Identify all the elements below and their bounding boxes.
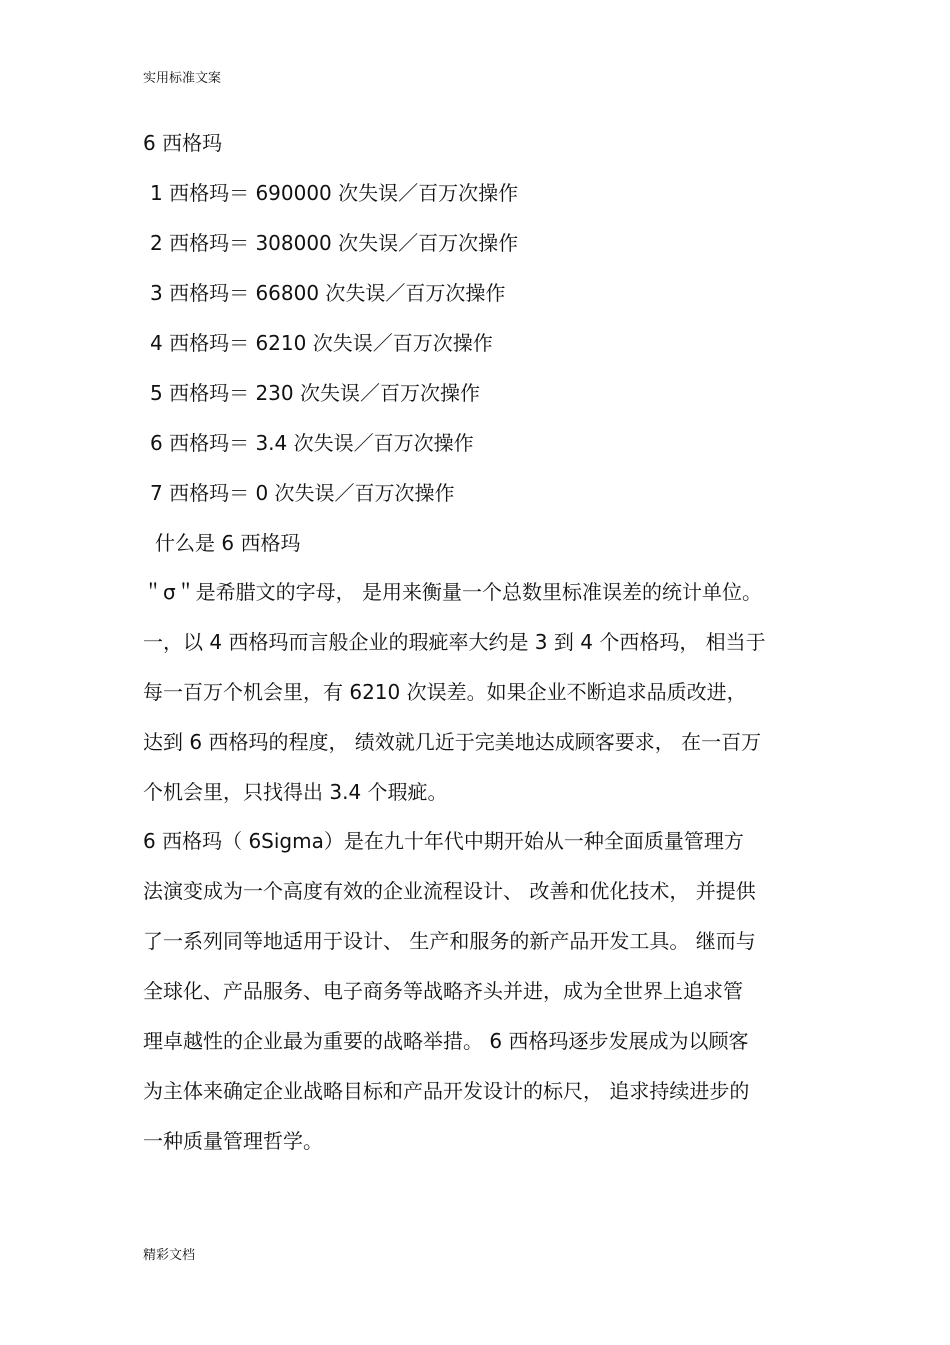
definition-paragraph xyxy=(143,579,808,829)
page-header: 实用标准文案 xyxy=(143,71,222,86)
history-paragraph xyxy=(143,828,808,1178)
section-title: 6 西格玛 xyxy=(143,131,223,155)
paragraph-line: 6 西格玛（ 6Sigma）是在九十年代中期开始从一种全面质量管理方 xyxy=(143,829,744,853)
sigma-level-item: 4 西格玛＝ 6210 次失误／百万次操作 xyxy=(150,331,493,355)
paragraph-line: ＂σ＂是希腊文的字母， 是用来衡量一个总数里标准误差的统计单位。 xyxy=(143,580,763,604)
sigma-level-item: 3 西格玛＝ 66800 次失误／百万次操作 xyxy=(150,281,506,305)
paragraph-line: 法演变成为一个高度有效的企业流程设计、 改善和优化技术， 并提供 xyxy=(143,879,756,903)
paragraph-line: 了一系列同等地适用于设计、 生产和服务的新产品开发工具。 继而与 xyxy=(143,929,756,953)
sigma-level-item: 5 西格玛＝ 230 次失误／百万次操作 xyxy=(150,381,480,405)
paragraph-line: 个机会里，只找得出 3.4 个瑕疵。 xyxy=(143,780,448,804)
sigma-level-item: 6 西格玛＝ 3.4 次失误／百万次操作 xyxy=(150,431,474,455)
paragraph-line: 为主体来确定企业战略目标和产品开发设计的标尺， 追求持续进步的 xyxy=(143,1079,750,1103)
question-heading: 什么是 6 西格玛 xyxy=(155,531,301,555)
sigma-level-list xyxy=(150,180,518,530)
paragraph-line: 理卓越性的企业最为重要的战略举措。 6 西格玛逐步发展成为以顾客 xyxy=(143,1029,749,1053)
page-footer: 精彩文档 xyxy=(143,1248,196,1263)
paragraph-line: 达到 6 西格玛的程度， 绩效就几近于完美地达成顾客要求， 在一百万 xyxy=(143,730,762,754)
sigma-level-item: 1 西格玛＝ 690000 次失误／百万次操作 xyxy=(150,181,519,205)
paragraph-line: 每一百万个机会里，有 6210 次误差。如果企业不断追求品质改进， xyxy=(143,680,747,704)
paragraph-line: 一种质量管理哲学。 xyxy=(143,1129,323,1153)
paragraph-line: 全球化、产品服务、电子商务等战略齐头并进，成为全世界上追求管 xyxy=(143,979,743,1003)
paragraph-line: 一，以 4 西格玛而言般企业的瑕疵率大约是 3 到 4 个西格玛， 相当于 xyxy=(143,630,766,654)
sigma-level-item: 2 西格玛＝ 308000 次失误／百万次操作 xyxy=(150,231,519,255)
sigma-level-item: 7 西格玛＝ 0 次失误／百万次操作 xyxy=(150,481,455,505)
